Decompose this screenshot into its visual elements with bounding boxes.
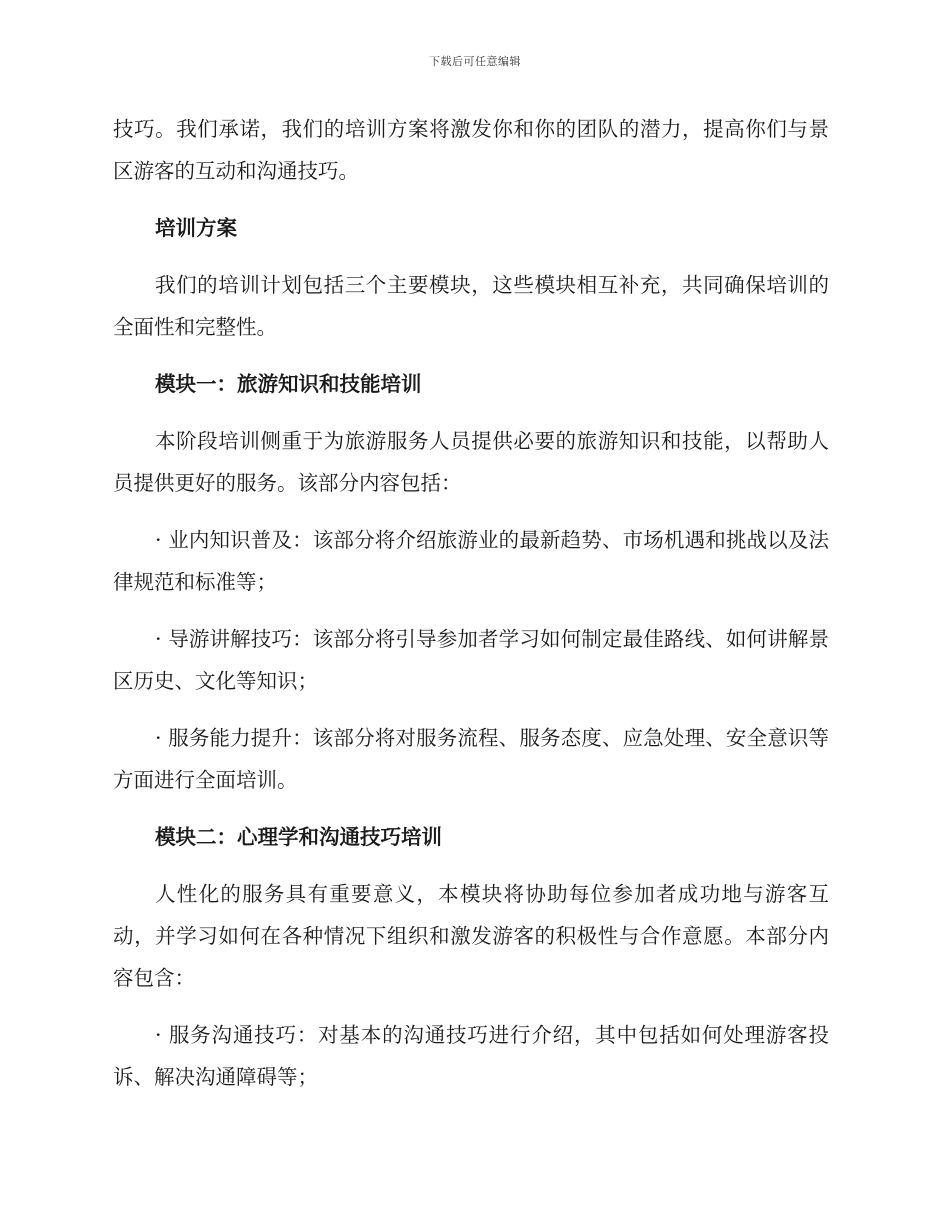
paragraph-continuation: 技巧。我们承诺，我们的培训方案将激发你和你的团队的潜力，提高你们与景区游客的互动和沟通技巧。 bbox=[113, 117, 829, 183]
section-heading-module-one: 模块一：旅游知识和技能培训 bbox=[155, 372, 422, 396]
paragraph-plan-intro: 我们的培训计划包括三个主要模块，这些模块相互补充，共同确保培训的全面性和完整性。 bbox=[113, 273, 829, 339]
bullet-item-guide-skills: · 导游讲解技巧：该部分将引导参加者学习如何制定最佳路线、如何讲解景区历史、文化等知识； bbox=[113, 627, 829, 693]
paragraph-module-two-intro: 人性化的服务具有重要意义，本模块将协助每位参加者成功地与游客互动，并学习如何在各种情况下组织和激发游客的积极性与合作意愿。本部分内容包含： bbox=[113, 882, 829, 990]
section-heading-training-plan: 培训方案 bbox=[155, 216, 237, 240]
paragraph-module-one-intro: 本阶段培训侧重于为旅游服务人员提供必要的旅游知识和技能，以帮助人员提供更好的服务。该部分内容包括： bbox=[113, 429, 829, 495]
bullet-item-communication-skills: · 服务沟通技巧：对基本的沟通技巧进行介绍，其中包括如何处理游客投诉、解决沟通障碍等； bbox=[113, 1023, 829, 1089]
bullet-item-service-ability: · 服务能力提升：该部分将对服务流程、服务态度、应急处理、安全意识等方面进行全面培训。 bbox=[113, 726, 829, 792]
bullet-item-industry-knowledge: · 业内知识普及：该部分将介绍旅游业的最新趋势、市场机遇和挑战以及法律规范和标准等； bbox=[113, 528, 829, 594]
section-heading-module-two: 模块二：心理学和沟通技巧培训 bbox=[155, 825, 442, 849]
document-body bbox=[113, 108, 829, 1113]
page-header: 下载后可任意编辑 bbox=[429, 55, 521, 68]
